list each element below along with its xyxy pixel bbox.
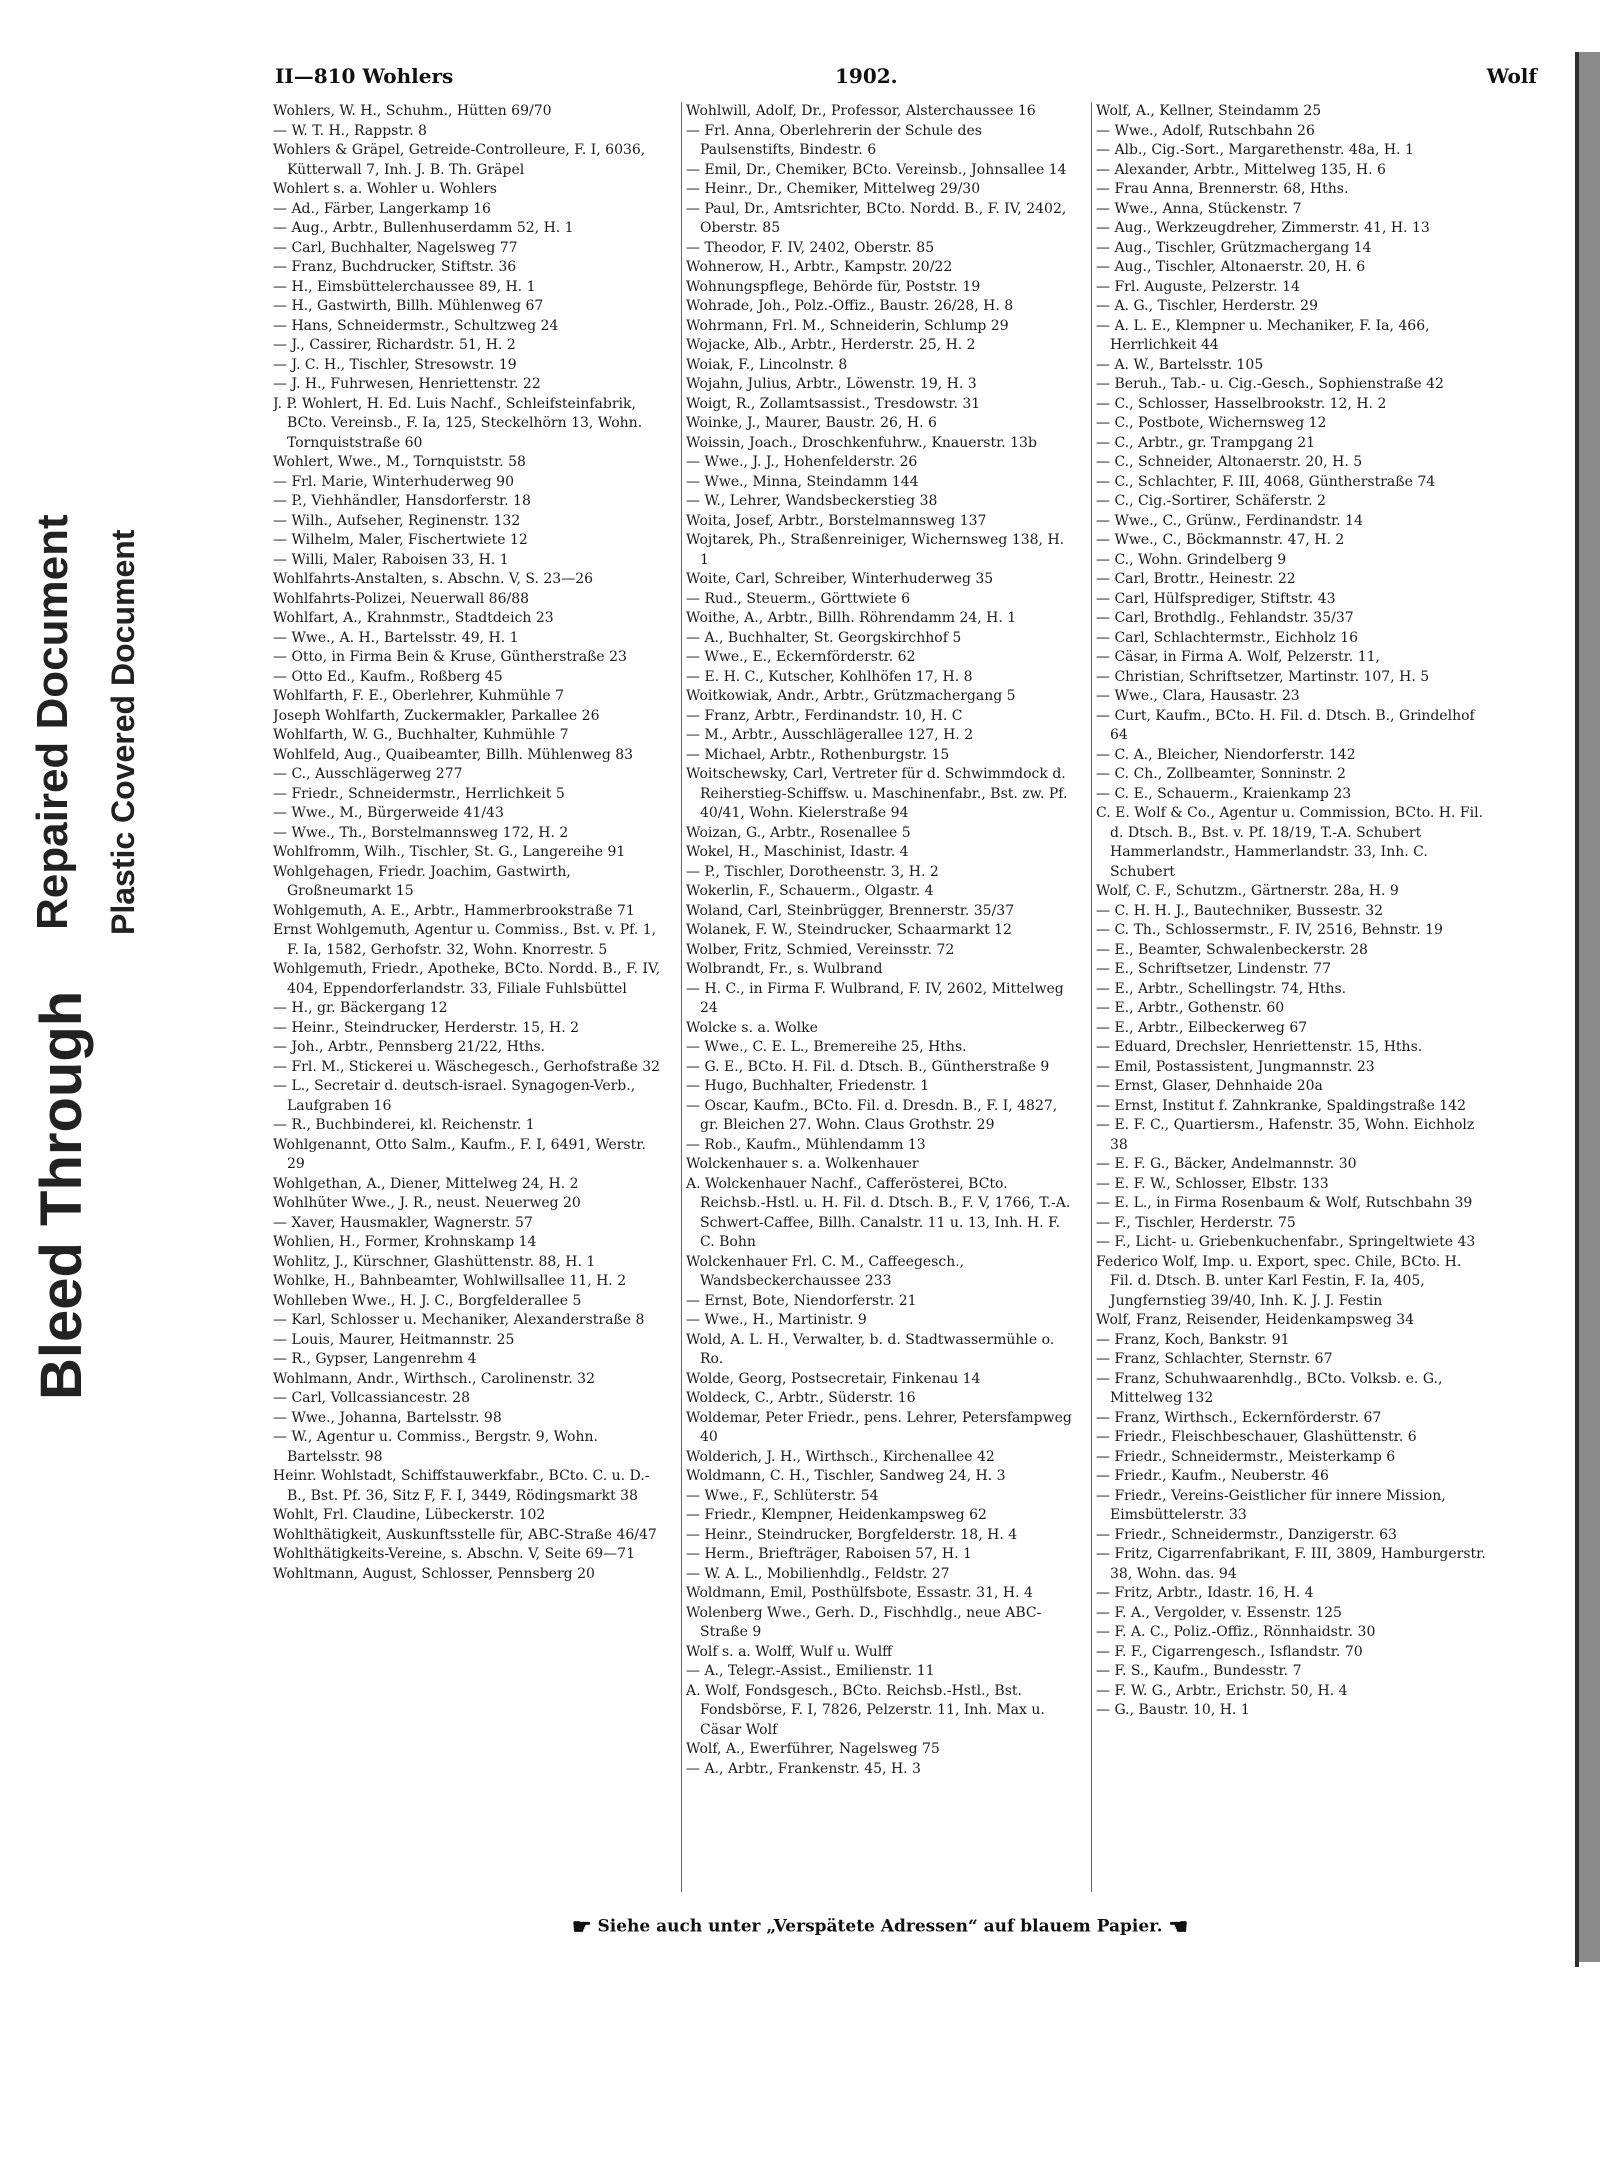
directory-entry: Wolcke s. a. Wolke: [686, 1019, 818, 1036]
directory-entry: — Michael, Arbtr., Rothenburgstr. 15: [686, 746, 950, 763]
directory-entry: — E. F. C., Quartiersm., Hafenstr. 35, Wohn. Eichholz 38: [1096, 1117, 1475, 1153]
header-right: Wolf: [1486, 64, 1537, 88]
directory-entry: Woldmann, Emil, Posthülfsbote, Essastr. 31, H. 4: [686, 1585, 1033, 1601]
directory-entry: — Frl. Marie, Winterhuderweg 90: [273, 473, 514, 490]
directory-entry: Woldeck, C., Arbtr., Süderstr. 16: [686, 1390, 916, 1406]
directory-entry: C. E. Wolf & Co., Agentur u. Commission, BCto. H. Fil. d. Dtsch. B., Bst. v. Pf. 18/19, T.-A. Schubert Hammerlandstr., Hammerlandstr. 33, Inh. C. Schubert: [1096, 805, 1484, 880]
directory-entry: — Frl. Anna, Oberlehrerin der Schule des Paulsenstifts, Bindestr. 6: [686, 122, 982, 158]
directory-entry: — Frl. Auguste, Pelzerstr. 14: [1096, 278, 1300, 295]
directory-entry: — Christian, Schriftsetzer, Martinstr. 107, H. 5: [1096, 668, 1430, 685]
directory-entry: Wohlfarth, W. G., Buchhalter, Kuhmühle 7: [273, 727, 569, 743]
directory-entry: — A., Buchhalter, St. Georgskirchhof 5: [686, 629, 962, 646]
directory-entry: Wold, A. L. H., Verwalter, b. d. Stadtwassermühle o. Ro.: [686, 1331, 1055, 1367]
directory-entry: — Herm., Briefträger, Raboisen 57, H. 1: [686, 1546, 972, 1562]
directory-entry: — Aug., Werkzeugdreher, Zimmerstr. 41, H. 13: [1096, 220, 1430, 236]
directory-entry: — E., Beamter, Schwalenbeckerstr. 28: [1096, 941, 1368, 958]
directory-entry: — Hans, Schneidermstr., Schultzweg 24: [273, 317, 559, 334]
directory-entry: Woitschewsky, Carl, Vertreter für d. Schwimmdock d. Reiherstieg-Schiffsw. u. Maschinenfabr., Bst. zw. Pf. 40/41, Wohn. Kielerstraße 94: [686, 766, 1068, 821]
directory-entry: Federico Wolf, Imp. u. Export, spec. Chile, BCto. H. Fil. d. Dtsch. B. unter Karl Festin, F. Ia, 405, Jungfernstieg 39/40, Inh. K. J. J. Festin: [1096, 1253, 1462, 1309]
directory-entry: Wohrade, Joh., Polz.-Offiz., Baustr. 26/28, H. 8: [686, 298, 1014, 314]
directory-entry: — R., Buchbinderei, kl. Reichenstr. 1: [273, 1117, 535, 1133]
directory-entry: — Heinr., Dr., Chemiker, Mittelweg 29/30: [686, 181, 981, 197]
header-left: II—810 Wohlers: [275, 64, 454, 88]
directory-entry: Woldmann, C. H., Tischler, Sandweg 24, H. 3: [686, 1468, 1006, 1484]
directory-entry: Woithe, A., Arbtr., Billh. Röhrendamm 24, H. 1: [686, 610, 1017, 626]
directory-entry: Wohlfart, A., Krahnmstr., Stadtdeich 23: [273, 610, 554, 626]
directory-entry: — Wwe., M., Bürgerweide 41/43: [273, 805, 504, 821]
directory-entry: — Friedr., Klempner, Heidenkampsweg 62: [686, 1507, 987, 1523]
directory-entry: — Wwe., Minna, Steindamm 144: [686, 473, 919, 490]
directory-entry: — Wilh., Aufseher, Reginenstr. 132: [273, 512, 521, 529]
directory-entry: Woissin, Joach., Droschkenfuhrw., Knauerstr. 13b: [686, 434, 1037, 451]
directory-entry: Wolf, Franz, Reisender, Heidenkampsweg 34: [1096, 1312, 1415, 1328]
directory-entry: Wolanek, F. W., Steindrucker, Schaarmarkt 12: [686, 922, 1012, 938]
bleed-through-label: Bleed Through: [29, 990, 94, 1400]
directory-entry: Wohlmann, Andr., Wirthsch., Carolinenstr. 32: [273, 1370, 595, 1387]
directory-entry: Woita, Josef, Arbtr., Borstelmannsweg 137: [686, 512, 987, 529]
directory-entry: — Ernst, Glaser, Dehnhaide 20a: [1096, 1078, 1323, 1094]
directory-entry: — F. F., Cigarrengesch., Isflandstr. 70: [1096, 1643, 1363, 1660]
directory-entry: Wolde, Georg, Postsecretair, Finkenau 14: [686, 1370, 981, 1387]
directory-entry: — C., Ausschlägerweg 277: [273, 766, 463, 782]
directory-entry: — E. H. C., Kutscher, Kohlhöfen 17, H. 8: [686, 668, 973, 685]
column-middle: [681, 102, 1076, 1892]
directory-entry: — W. T. H., Rappstr. 8: [273, 122, 427, 139]
directory-entry: — F. A., Vergolder, v. Essenstr. 125: [1096, 1604, 1342, 1621]
directory-entry: — C., Schlachter, F. III, 4068, Güntherstraße 74: [1096, 473, 1436, 490]
directory-page: [185, 52, 1579, 1967]
directory-entry: — Willi, Maler, Raboisen 33, H. 1: [273, 551, 509, 568]
directory-entry: A. Wolckenhauer Nachf., Cafferösterei, BCto. Reichsb.-Hstl. u. H. Fil. d. Dtsch. B., F. V, 1766, T.-A. Schwert-Caffee, Billh. Canalstr. 11 u. 13, Inh. H. F. C. Bohn: [686, 1175, 1071, 1250]
directory-entry: — Aug., Arbtr., Bullenhuserdamm 52, H. 1: [273, 220, 574, 236]
directory-entry: — Frau Anna, Brennerstr. 68, Hths.: [1096, 181, 1349, 197]
directory-entry: — F., Licht- u. Griebenkuchenfabr., Springeltwiete 43: [1096, 1234, 1476, 1250]
directory-entry: — Alexander, Arbtr., Mittelweg 135, H. 6: [1096, 161, 1386, 178]
directory-entry: Woizan, G., Arbtr., Rosenallee 5: [686, 824, 911, 841]
directory-entry: — Xaver, Hausmakler, Wagnerstr. 57: [273, 1214, 533, 1231]
directory-entry: — C., Postbote, Wichernsweg 12: [1096, 415, 1327, 431]
directory-entry: — Friedr., Fleischbeschauer, Glashüttenstr. 6: [1096, 1429, 1417, 1445]
directory-entry: — Ernst, Institut f. Zahnkranke, Spaldingstraße 142: [1096, 1097, 1466, 1114]
directory-entry: Wohlert, Wwe., M., Tornquiststr. 58: [273, 454, 526, 470]
directory-entry: — M., Arbtr., Ausschlägerallee 127, H. 2: [686, 727, 974, 743]
directory-entry: Wolf s. a. Wolff, Wulf u. Wulff: [686, 1643, 893, 1660]
directory-entry: — Friedr., Schneidermstr., Herrlichkeit 5: [273, 785, 565, 802]
entry-columns: [273, 102, 1539, 1892]
directory-entry: Woland, Carl, Steinbrügger, Brennerstr. 35/37: [686, 902, 1015, 919]
directory-entry: — P., Viehhändler, Hansdorferstr. 18: [273, 493, 531, 509]
directory-entry: — Franz, Arbtr., Ferdinandstr. 10, H. C: [686, 707, 963, 724]
directory-entry: — Wwe., Johanna, Bartelsstr. 98: [273, 1409, 502, 1426]
directory-entry: Wohlwill, Adolf, Dr., Professor, Alsterchaussee 16: [686, 103, 1036, 119]
directory-entry: Wohlgemuth, Friedr., Apotheke, BCto. Nordd. B., F. IV, 404, Eppendorferlandstr. 33, Filiale Fuhlsbüttel: [273, 961, 661, 997]
directory-entry: Wokerlin, F., Schauerm., Olgastr. 4: [686, 883, 934, 899]
directory-entry: Wolbrandt, Fr., s. Wulbrand: [686, 961, 883, 977]
page-footer: [185, 1914, 1575, 1940]
directory-entry: — Aug., Tischler, Grützmachergang 14: [1096, 239, 1372, 256]
directory-entry: — Joh., Arbtr., Pennsberg 21/22, Hths.: [273, 1039, 546, 1055]
directory-entry: — Carl, Buchhalter, Nagelsweg 77: [273, 239, 518, 256]
directory-entry: — Carl, Brottr., Heinestr. 22: [1096, 571, 1296, 587]
directory-entry: — Aug., Tischler, Altonaerstr. 20, H. 6: [1096, 259, 1366, 275]
directory-entry: Woigt, R., Zollamtsassist., Tresdowstr. 31: [686, 395, 981, 412]
directory-entry: Wohlers & Gräpel, Getreide-Controlleure, F. I, 6036, Kütterwall 7, Inh. J. B. Th. Gräpel: [273, 142, 646, 178]
directory-entry: Wohlfahrts-Polizei, Neuerwall 86/88: [273, 590, 530, 607]
directory-entry: — Friedr., Schneidermstr., Danzigerstr. 63: [1096, 1526, 1397, 1543]
directory-entry: — W. A. L., Mobilienhdlg., Feldstr. 27: [686, 1565, 950, 1582]
directory-entry: Wohlfromm, Wilh., Tischler, St. G., Langereihe 91: [273, 844, 626, 860]
directory-entry: — P., Tischler, Dorotheenstr. 3, H. 2: [686, 863, 939, 880]
directory-entry: Wokel, H., Maschinist, Idastr. 4: [686, 844, 909, 860]
directory-entry: — Frl. M., Stickerei u. Wäschegesch., Gerhofstraße 32: [273, 1058, 661, 1075]
directory-entry: — C., Arbtr., gr. Trampgang 21: [1096, 434, 1316, 451]
directory-entry: — Wwe., A. H., Bartelsstr. 49, H. 1: [273, 629, 519, 646]
directory-entry: — Alb., Cig.-Sort., Margarethenstr. 48a, H. 1: [1096, 142, 1414, 158]
directory-entry: — Louis, Maurer, Heitmannstr. 25: [273, 1331, 515, 1348]
directory-entry: — L., Secretair d. deutsch-israel. Synagogen-Verb., Laufgraben 16: [273, 1078, 636, 1114]
directory-entry: — A. L. E., Klempner u. Mechaniker, F. Ia, 466, Herrlichkeit 44: [1096, 317, 1430, 353]
directory-entry: Wohlfahrts-Anstalten, s. Abschn. V, S. 23—26: [273, 571, 594, 587]
directory-entry: Wohnerow, H., Arbtr., Kampstr. 20/22: [686, 259, 953, 275]
directory-entry: Woitkowiak, Andr., Arbtr., Grützmachergang 5: [686, 688, 1016, 704]
directory-entry: — Otto, in Firma Bein & Kruse, Güntherstraße 23: [273, 649, 627, 665]
directory-entry: Wohlthätigkeit, Auskunftsstelle für, ABC-Straße 46/47: [273, 1526, 657, 1543]
directory-entry: — Paul, Dr., Amtsrichter, BCto. Nordd. B., F. IV, 2402, Oberstr. 85: [686, 200, 1067, 236]
column-right: [1091, 102, 1486, 1892]
side-labels: [0, 0, 185, 2177]
directory-entry: Wolber, Fritz, Schmied, Vereinsstr. 72: [686, 941, 955, 958]
directory-entry: — J. H., Fuhrwesen, Henriettenstr. 22: [273, 376, 541, 392]
directory-entry: — A. W., Bartelsstr. 105: [1096, 356, 1264, 373]
directory-entry: — H. C., in Firma F. Wulbrand, F. IV, 2602, Mittelweg 24: [686, 980, 1064, 1016]
directory-entry: — Emil, Postassistent, Jungmannstr. 23: [1096, 1058, 1375, 1075]
directory-entry: — Fritz, Cigarrenfabrikant, F. III, 3809, Hamburgerstr. 38, Wohn. das. 94: [1096, 1546, 1486, 1582]
directory-entry: Wolderich, J. H., Wirthsch., Kirchenallee 42: [686, 1448, 995, 1465]
directory-entry: — Cäsar, in Firma A. Wolf, Pelzerstr. 11,: [1096, 649, 1380, 665]
directory-entry: — C. Th., Schlossermstr., F. IV, 2516, Behnstr. 19: [1096, 922, 1443, 938]
directory-entry: — Franz, Wirthsch., Eckernförderstr. 67: [1096, 1409, 1382, 1426]
directory-entry: — Friedr., Schneidermstr., Meisterkamp 6: [1096, 1448, 1396, 1465]
directory-entry: — Eduard, Drechsler, Henriettenstr. 15, Hths.: [1096, 1039, 1423, 1055]
directory-entry: Wolf, A., Kellner, Steindamm 25: [1096, 103, 1322, 119]
footer-text: Siehe auch unter „Verspätete Adressen“ auf blauem Papier.: [597, 1916, 1163, 1937]
directory-entry: Woite, Carl, Schreiber, Winterhuderweg 35: [686, 571, 994, 587]
directory-entry: — Ernst, Bote, Niendorferstr. 21: [686, 1292, 917, 1309]
directory-entry: — F. W. G., Arbtr., Erichstr. 50, H. 4: [1096, 1682, 1348, 1699]
directory-entry: — Karl, Schlosser u. Mechaniker, Alexanderstraße 8: [273, 1312, 645, 1328]
directory-entry: — J. C. H., Tischler, Stresowstr. 19: [273, 356, 517, 373]
directory-entry: Ernst Wohlgemuth, Agentur u. Commiss., Bst. v. Pf. 1, F. Ia, 1582, Gerhofstr. 32, Wohn. Knorrestr. 5: [273, 922, 657, 958]
directory-entry: — Franz, Schlachter, Sternstr. 67: [1096, 1351, 1333, 1367]
directory-entry: Wohlers, W. H., Schuhm., Hütten 69/70: [273, 103, 552, 119]
directory-entry: — E. L., in Firma Rosenbaum & Wolf, Rutschbahn 39: [1096, 1195, 1473, 1211]
directory-entry: — C., Schneider, Altonaerstr. 20, H. 5: [1096, 454, 1363, 470]
directory-entry: — H., Eimsbüttelerchaussee 89, H. 1: [273, 278, 536, 295]
directory-entry: — A. G., Tischler, Herderstr. 29: [1096, 298, 1318, 314]
directory-entry: Wojahn, Julius, Arbtr., Löwenstr. 19, H. 3: [686, 376, 977, 392]
directory-entry: — Rob., Kaufm., Mühlendamm 13: [686, 1136, 926, 1153]
directory-entry: — Rud., Steuerm., Görttwiete 6: [686, 590, 911, 607]
directory-entry: — G., Baustr. 10, H. 1: [1096, 1702, 1250, 1718]
directory-entry: — Wilhelm, Maler, Fischertwiete 12: [273, 532, 528, 548]
directory-entry: Wohlfeld, Aug., Quaibeamter, Billh. Mühlenweg 83: [273, 746, 634, 763]
directory-entry: — Wwe., H., Martinistr. 9: [686, 1312, 867, 1328]
directory-entry: — F. A. C., Poliz.-Offiz., Rönnhaidstr. 30: [1096, 1624, 1376, 1640]
directory-entry: — Otto Ed., Kaufm., Roßberg 45: [273, 668, 503, 685]
pointing-hand-left-icon: ☚: [1168, 1914, 1189, 1940]
directory-entry: — F., Tischler, Herderstr. 75: [1096, 1214, 1296, 1231]
directory-entry: — Carl, Hülfsprediger, Stiftstr. 43: [1096, 590, 1336, 607]
directory-entry: Wohlleben Wwe., H. J. C., Borgfelderallee 5: [273, 1292, 582, 1309]
directory-entry: Wohlke, H., Bahnbeamter, Wohlwillsallee 11, H. 2: [273, 1273, 627, 1289]
directory-entry: — Beruh., Tab.- u. Cig.-Gesch., Sophienstraße 42: [1096, 376, 1444, 392]
directory-entry: Wohlien, H., Former, Krohnskamp 14: [273, 1234, 537, 1250]
directory-entry: Wohrmann, Frl. M., Schneiderin, Schlump 29: [686, 317, 1009, 334]
directory-entry: — C. Ch., Zollbeamter, Sonninstr. 2: [1096, 766, 1346, 782]
directory-entry: — Friedr., Kaufm., Neuberstr. 46: [1096, 1468, 1329, 1484]
directory-entry: — Wwe., Th., Borstelmannsweg 172, H. 2: [273, 824, 569, 841]
directory-entry: — Franz, Koch, Bankstr. 91: [1096, 1331, 1290, 1348]
header-year: 1902.: [835, 64, 898, 88]
directory-entry: — H., gr. Bäckergang 12: [273, 1000, 448, 1016]
directory-entry: Woinke, J., Maurer, Baustr. 26, H. 6: [686, 415, 937, 431]
directory-entry: — Wwe., F., Schlüterstr. 54: [686, 1487, 879, 1504]
directory-entry: — Friedr., Vereins-Geistlicher für innere Mission, Eimsbüttelerstr. 33: [1096, 1487, 1446, 1523]
column-left: [273, 102, 663, 1892]
directory-entry: — Wwe., C., Grünw., Ferdinandstr. 14: [1096, 512, 1363, 529]
directory-entry: Wolf, A., Ewerführer, Nagelsweg 75: [686, 1741, 940, 1757]
directory-entry: — R., Gypser, Langenrehm 4: [273, 1351, 477, 1367]
directory-entry: — Wwe., E., Eckernförderstr. 62: [686, 649, 916, 665]
directory-entry: — E. F. W., Schlosser, Elbstr. 133: [1096, 1175, 1329, 1192]
directory-entry: — W., Agentur u. Commiss., Bergstr. 9, Wohn. Bartelsstr. 98: [273, 1429, 598, 1465]
directory-entry: Wohlt, Frl. Claudine, Lübeckerstr. 102: [273, 1507, 546, 1523]
directory-entry: Wohnungspflege, Behörde für, Poststr. 19: [686, 278, 981, 295]
directory-entry: Wolckenhauer Frl. C. M., Caffeegesch., Wandsbeckerchaussee 233: [686, 1253, 965, 1289]
directory-entry: Wolckenhauer s. a. Wolkenhauer: [686, 1156, 919, 1172]
directory-entry: — Wwe., Adolf, Rutschbahn 26: [1096, 122, 1315, 139]
directory-entry: — J., Cassirer, Richardstr. 51, H. 2: [273, 337, 516, 353]
directory-entry: Wojtarek, Ph., Straßenreiniger, Wichernsweg 138, H. 1: [686, 532, 1065, 568]
directory-entry: — Emil, Dr., Chemiker, BCto. Vereinsb., Johnsallee 14: [686, 161, 1067, 178]
directory-entry: — W., Lehrer, Wandsbeckerstieg 38: [686, 493, 938, 509]
directory-entry: — Heinr., Steindrucker, Herderstr. 15, H. 2: [273, 1019, 579, 1036]
page-header: [275, 64, 1537, 98]
directory-entry: Wohlgenannt, Otto Salm., Kaufm., F. I, 6491, Werstr. 29: [273, 1136, 646, 1172]
scanned-page-backing: [185, 52, 1600, 1962]
directory-entry: Wohltmann, August, Schlosser, Pennsberg 20: [273, 1565, 595, 1582]
directory-entry: — E., Schriftsetzer, Lindenstr. 77: [1096, 961, 1331, 977]
directory-entry: — A., Arbtr., Frankenstr. 45, H. 3: [686, 1760, 921, 1777]
directory-entry: Heinr. Wohlstadt, Schiffstauwerkfabr., BCto. C. u. D.-B., Bst. Pf. 36, Sitz F, F. I, 3449, Rödingsmarkt 38: [273, 1468, 650, 1504]
directory-entry: — G. E., BCto. H. Fil. d. Dtsch. B., Güntherstraße 9: [686, 1058, 1050, 1075]
directory-entry: — E., Arbtr., Schellingstr. 74, Hths.: [1096, 980, 1347, 997]
directory-entry: — E., Arbtr., Gothenstr. 60: [1096, 1000, 1285, 1016]
directory-entry: — Franz, Buchdrucker, Stiftstr. 36: [273, 259, 517, 275]
directory-entry: — Oscar, Kaufm., BCto. Fil. d. Dresdn. B., F. I, 4827, gr. Bleichen 27. Wohn. Claus Grothstr. 29: [686, 1097, 1058, 1133]
directory-entry: — Fritz, Arbtr., Idastr. 16, H. 4: [1096, 1585, 1314, 1601]
directory-entry: — C. E., Schauerm., Kraienkamp 23: [1096, 785, 1352, 802]
directory-entry: Wohlthätigkeits-Vereine, s. Abschn. V, Seite 69—71: [273, 1546, 635, 1562]
directory-entry: — Franz, Schuhwaarenhdlg., BCto. Volksb. e. G., Mittelweg 132: [1096, 1370, 1443, 1406]
directory-entry: — C., Cig.-Sortirer, Schäferstr. 2: [1096, 493, 1326, 509]
directory-entry: — Wwe., Anna, Stückenstr. 7: [1096, 200, 1302, 217]
directory-entry: Wolf, C. F., Schutzm., Gärtnerstr. 28a, H. 9: [1096, 883, 1399, 899]
directory-entry: — H., Gastwirth, Billh. Mühlenweg 67: [273, 298, 544, 314]
directory-entry: — Wwe., C. E. L., Bremereihe 25, Hths.: [686, 1039, 967, 1055]
directory-entry: — C. H. H. J., Bautechniker, Bussestr. 32: [1096, 902, 1384, 919]
directory-entry: Woldemar, Peter Friedr., pens. Lehrer, Petersfampweg 40: [686, 1409, 1072, 1445]
directory-entry: — C. A., Bleicher, Niendorferstr. 142: [1096, 746, 1356, 763]
repaired-document-label: Repaired Document: [28, 514, 77, 930]
directory-entry: — C., Schlosser, Hasselbrookstr. 12, H. 2: [1096, 395, 1387, 412]
directory-entry: — Carl, Schlachtermstr., Eichholz 16: [1096, 629, 1359, 646]
directory-entry: — Hugo, Buchhalter, Friedenstr. 1: [686, 1078, 930, 1094]
directory-entry: Wohlgehagen, Friedr. Joachim, Gastwirth, Großneumarkt 15: [273, 863, 571, 899]
directory-entry: — Wwe., C., Böckmannstr. 47, H. 2: [1096, 532, 1345, 548]
directory-entry: — Carl, Brothdlg., Fehlandstr. 35/37: [1096, 610, 1354, 626]
plastic-covered-label: Plastic Covered Document: [105, 529, 141, 935]
directory-entry: — Curt, Kaufm., BCto. H. Fil. d. Dtsch. B., Grindelhof 64: [1096, 707, 1475, 743]
directory-entry: J. P. Wohlert, H. Ed. Luis Nachf., Schleifsteinfabrik, BCto. Vereinsb., F. Ia, 125, Steckelhörn 13, Wohn. Tornquiststraße 60: [273, 395, 643, 451]
directory-entry: Wolenberg Wwe., Gerh. D., Fischhdlg., neue ABC-Straße 9: [686, 1604, 1042, 1640]
directory-entry: — E., Arbtr., Eilbeckerweg 67: [1096, 1019, 1308, 1036]
directory-entry: Wohlitz, J., Kürschner, Glashüttenstr. 88, H. 1: [273, 1253, 596, 1270]
directory-entry: — E. F. G., Bäcker, Andelmannstr. 30: [1096, 1156, 1357, 1172]
directory-entry: — Ad., Färber, Langerkamp 16: [273, 200, 491, 217]
directory-entry: Wohlhüter Wwe., J. R., neust. Neuerweg 20: [273, 1195, 581, 1211]
directory-entry: — Heinr., Steindrucker, Borgfelderstr. 18, H. 4: [686, 1526, 1018, 1543]
directory-entry: — C., Wohn. Grindelberg 9: [1096, 551, 1287, 568]
directory-entry: Wohlgethan, A., Diener, Mittelweg 24, H. 2: [273, 1175, 579, 1192]
directory-entry: A. Wolf, Fondsgesch., BCto. Reichsb.-Hstl., Bst. Fondsbörse, F. I, 7826, Pelzerstr. 11, Inh. Max u. Cäsar Wolf: [686, 1682, 1045, 1738]
pointing-hand-right-icon: ☛: [571, 1914, 592, 1940]
directory-entry: — Wwe., Clara, Hausastr. 23: [1096, 688, 1300, 704]
directory-entry: Wohlgemuth, A. E., Arbtr., Hammerbrookstraße 71: [273, 902, 635, 919]
directory-entry: — Wwe., J. J., Hohenfelderstr. 26: [686, 454, 918, 470]
directory-entry: — F. S., Kaufm., Bundesstr. 7: [1096, 1663, 1302, 1679]
directory-entry: Wojacke, Alb., Arbtr., Herderstr. 25, H. 2: [686, 337, 976, 353]
directory-entry: Joseph Wohlfarth, Zuckermakler, Parkallee 26: [273, 707, 600, 724]
directory-entry: — Theodor, F. IV, 2402, Oberstr. 85: [686, 239, 935, 256]
directory-entry: — Carl, Vollcassiancestr. 28: [273, 1390, 470, 1406]
directory-entry: Woiak, F., Lincolnstr. 8: [686, 356, 848, 373]
directory-entry: — A., Telegr.-Assist., Emilienstr. 11: [686, 1663, 935, 1679]
directory-entry: Wohlert s. a. Wohler u. Wohlers: [273, 181, 497, 197]
directory-entry: Wohlfarth, F. E., Oberlehrer, Kuhmühle 7: [273, 688, 564, 704]
